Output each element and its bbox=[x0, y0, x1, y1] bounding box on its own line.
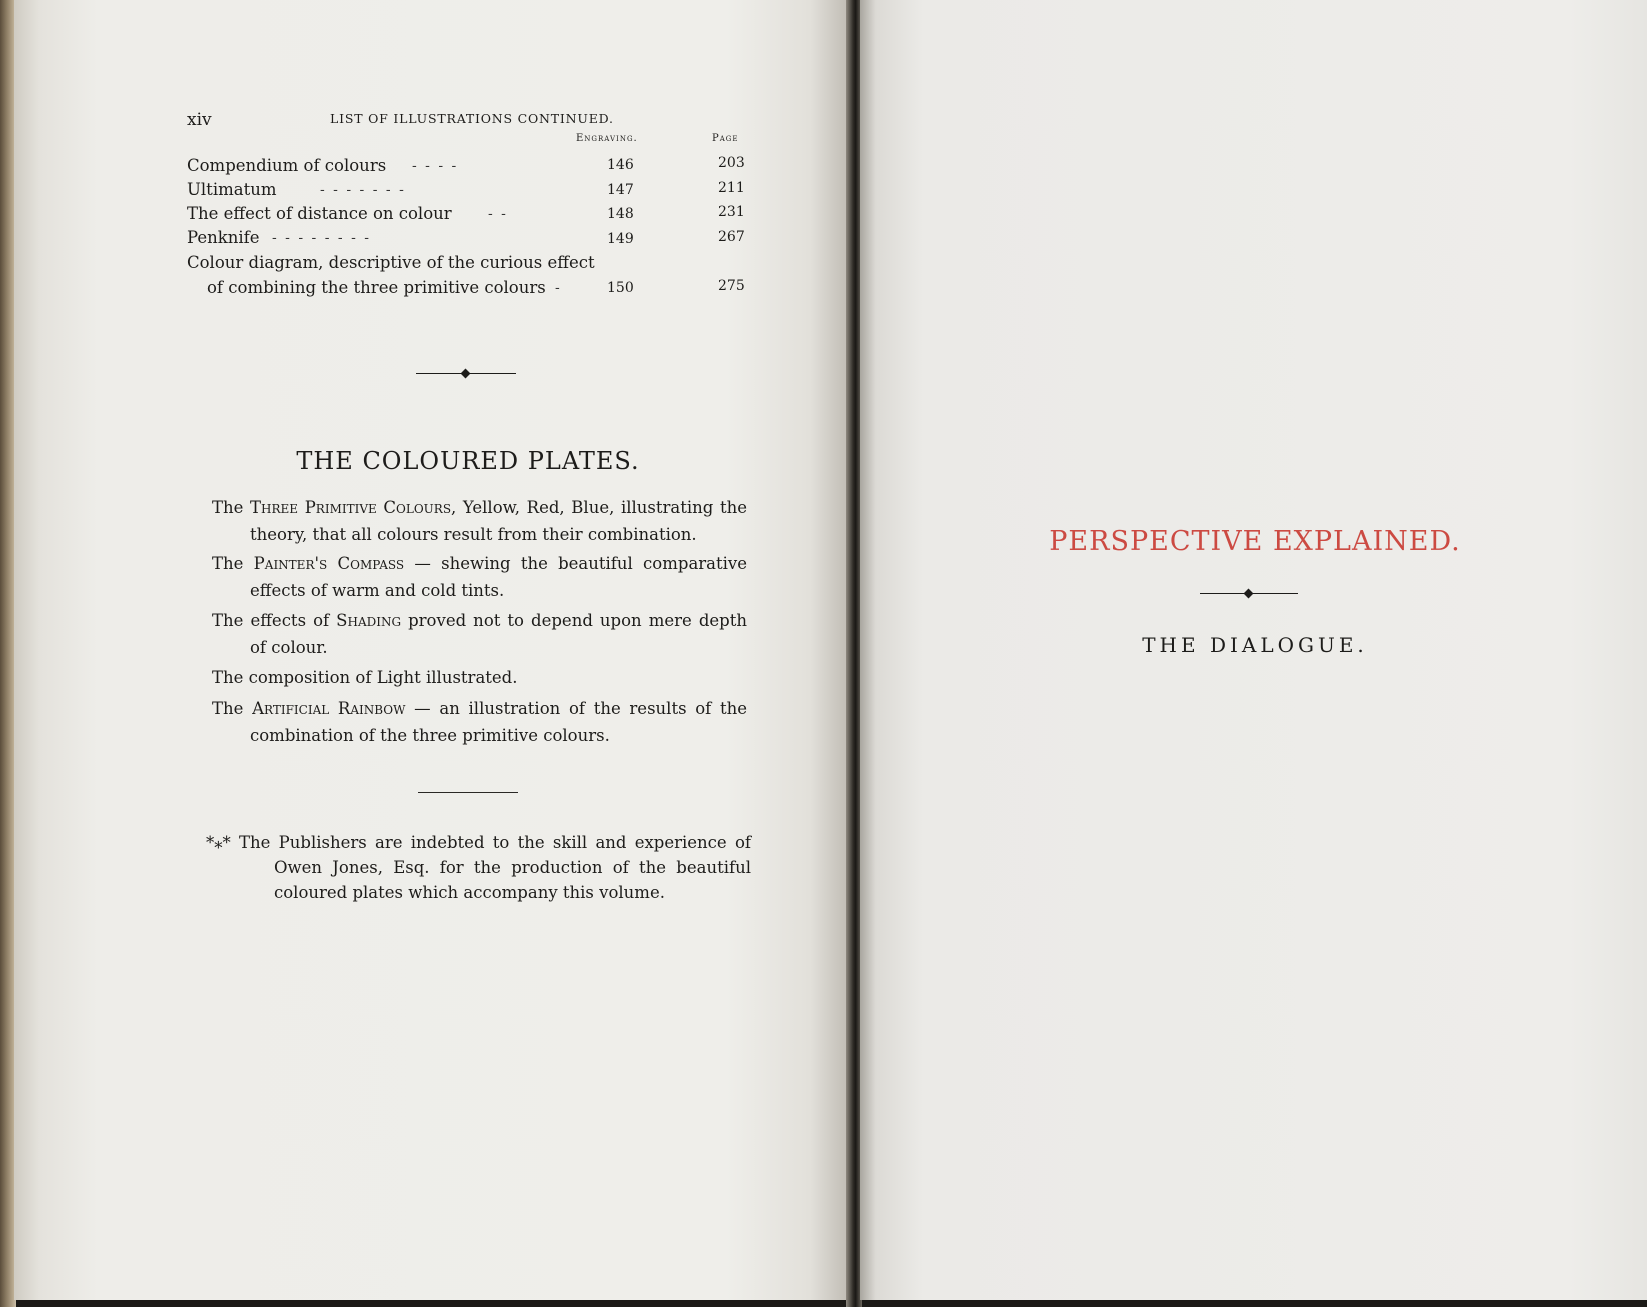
page-reference: 231 bbox=[718, 204, 745, 220]
publishers-note-text: The Publishers are indebted to the skill and experience of Owen Jones, Esq. for the production of the beautiful coloured plates which accompany this volume. bbox=[239, 833, 751, 902]
plate-name: Artificial Rainbow bbox=[252, 699, 406, 718]
plate-item bbox=[212, 664, 747, 691]
engraving-number: 148 bbox=[607, 206, 634, 222]
illustration-title: Colour diagram, descriptive of the curious effect bbox=[187, 253, 595, 272]
engraving-number: 147 bbox=[607, 182, 634, 198]
plate-name: Shading bbox=[336, 611, 402, 630]
plate-description: Yellow, Red, Blue, illustrating the theory, that all colours result from their combination. bbox=[250, 498, 747, 544]
plate-item bbox=[212, 494, 747, 548]
plate-item bbox=[212, 550, 747, 604]
illustration-title-continued: of combining the three primitive colours bbox=[207, 278, 546, 297]
page-number: xiv bbox=[187, 110, 212, 130]
book-part-title: PERSPECTIVE EXPLAINED. bbox=[1049, 526, 1461, 557]
illustration-title: Compendium of colours bbox=[187, 156, 387, 175]
plate-name: Three Primitive Colours, bbox=[250, 498, 457, 517]
page-reference: 275 bbox=[718, 278, 745, 294]
plate-item bbox=[212, 607, 747, 661]
plate-item bbox=[212, 695, 747, 749]
illustration-title: Penknife bbox=[187, 228, 260, 247]
plate-description: — an illustration of the results of the combination of the three primitive colours. bbox=[250, 699, 748, 745]
dot-leaders: - bbox=[555, 280, 562, 296]
plate-description: proved not to depend upon mere depth of colour. bbox=[250, 611, 747, 657]
plate-name: Painter's Compass bbox=[253, 554, 405, 573]
column-header-page: Page bbox=[712, 133, 739, 144]
page-reference: 203 bbox=[718, 155, 745, 171]
plate-description: — shewing the beautiful comparative effects of warm and cold tints. bbox=[250, 554, 747, 600]
plate-lead: The bbox=[212, 554, 244, 573]
running-head: LIST OF ILLUSTRATIONS CONTINUED. bbox=[330, 111, 614, 126]
book-part-subtitle: THE DIALOGUE. bbox=[1142, 633, 1368, 657]
dot-leaders: - - - - - - - bbox=[320, 182, 406, 198]
page-reference: 267 bbox=[718, 229, 745, 245]
engraving-number: 146 bbox=[607, 157, 634, 173]
dot-leaders: - - bbox=[488, 206, 508, 222]
illustration-title: Ultimatum bbox=[187, 180, 277, 199]
section-rule bbox=[418, 792, 518, 793]
illustration-title: The effect of distance on colour bbox=[187, 204, 452, 223]
publishers-note bbox=[206, 830, 751, 905]
plate-lead: The composition of Light illustrated. bbox=[212, 668, 518, 687]
dot-leaders: - - - - - - - - bbox=[272, 230, 371, 246]
plate-lead: The bbox=[212, 699, 244, 718]
asterism: *⁎* bbox=[206, 833, 231, 852]
engraving-number: 149 bbox=[607, 231, 634, 247]
column-header-engraving: Engraving. bbox=[576, 133, 638, 144]
plate-lead: The effects of bbox=[212, 611, 330, 630]
plate-lead: The bbox=[212, 498, 244, 517]
page-reference: 211 bbox=[718, 180, 745, 196]
dot-leaders: - - - - bbox=[412, 158, 459, 174]
engraving-number: 150 bbox=[607, 280, 634, 296]
plates-heading: THE COLOURED PLATES. bbox=[296, 447, 640, 475]
